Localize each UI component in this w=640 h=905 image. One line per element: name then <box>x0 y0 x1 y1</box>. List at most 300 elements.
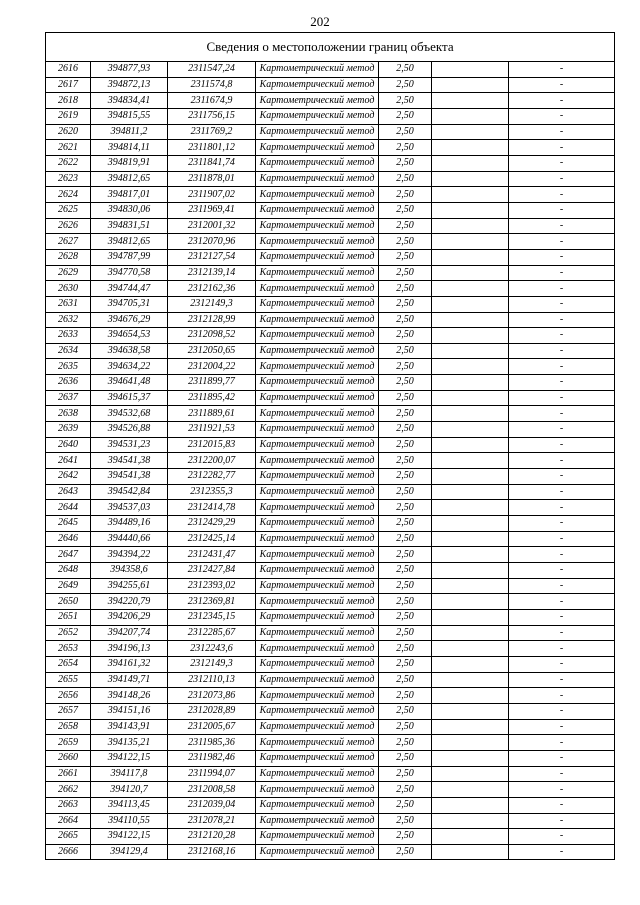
table-row <box>46 766 615 782</box>
table-row <box>46 140 615 156</box>
dash-cell: - <box>509 390 615 406</box>
y-coordinate-cell: 2312427,84 <box>168 563 256 579</box>
y-coordinate-cell: 2311985,36 <box>168 735 256 751</box>
description-cell <box>432 500 509 516</box>
x-coordinate-cell: 394135,21 <box>91 735 168 751</box>
dash-cell: - <box>509 453 615 469</box>
method-cell: Картометрический метод <box>256 140 379 156</box>
point-number-cell: 2661 <box>46 766 91 782</box>
dash-cell: - <box>509 844 615 860</box>
accuracy-cell: 2,50 <box>379 656 432 672</box>
accuracy-cell: 2,50 <box>379 265 432 281</box>
point-number-cell: 2629 <box>46 265 91 281</box>
y-coordinate-cell: 2312128,99 <box>168 312 256 328</box>
description-cell <box>432 782 509 798</box>
x-coordinate-cell: 394394,22 <box>91 547 168 563</box>
method-cell: Картометрический метод <box>256 93 379 109</box>
description-cell <box>432 547 509 563</box>
dash-cell: - <box>509 422 615 438</box>
point-number-cell: 2659 <box>46 735 91 751</box>
y-coordinate-cell: 2312282,77 <box>168 469 256 485</box>
dash-cell: - <box>509 672 615 688</box>
x-coordinate-cell: 394151,16 <box>91 703 168 719</box>
point-number-cell: 2639 <box>46 422 91 438</box>
y-coordinate-cell: 2312425,14 <box>168 531 256 547</box>
y-coordinate-cell: 2312162,36 <box>168 281 256 297</box>
description-cell <box>432 672 509 688</box>
table-row <box>46 719 615 735</box>
y-coordinate-cell: 2312005,67 <box>168 719 256 735</box>
point-number-cell: 2654 <box>46 656 91 672</box>
description-cell <box>432 516 509 532</box>
description-cell <box>432 703 509 719</box>
table-row <box>46 500 615 516</box>
accuracy-cell: 2,50 <box>379 688 432 704</box>
description-cell <box>432 375 509 391</box>
table-row <box>46 296 615 312</box>
accuracy-cell: 2,50 <box>379 484 432 500</box>
method-cell: Картометрический метод <box>256 155 379 171</box>
table-row <box>46 171 615 187</box>
description-cell <box>432 594 509 610</box>
point-number-cell: 2647 <box>46 547 91 563</box>
x-coordinate-cell: 394541,38 <box>91 469 168 485</box>
point-number-cell: 2617 <box>46 77 91 93</box>
y-coordinate-cell: 2312039,04 <box>168 797 256 813</box>
y-coordinate-cell: 2312008,58 <box>168 782 256 798</box>
accuracy-cell: 2,50 <box>379 296 432 312</box>
y-coordinate-cell: 2311895,42 <box>168 390 256 406</box>
method-cell: Картометрический метод <box>256 484 379 500</box>
table-row <box>46 437 615 453</box>
x-coordinate-cell: 394149,71 <box>91 672 168 688</box>
table-row <box>46 93 615 109</box>
accuracy-cell: 2,50 <box>379 108 432 124</box>
point-number-cell: 2623 <box>46 171 91 187</box>
accuracy-cell: 2,50 <box>379 609 432 625</box>
x-coordinate-cell: 394676,29 <box>91 312 168 328</box>
y-coordinate-cell: 2312127,54 <box>168 249 256 265</box>
point-number-cell: 2638 <box>46 406 91 422</box>
dash-cell: - <box>509 625 615 641</box>
dash-cell: - <box>509 77 615 93</box>
method-cell: Картометрический метод <box>256 171 379 187</box>
point-number-cell: 2628 <box>46 249 91 265</box>
method-cell: Картометрический метод <box>256 703 379 719</box>
point-number-cell: 2637 <box>46 390 91 406</box>
description-cell <box>432 234 509 250</box>
y-coordinate-cell: 2311899,77 <box>168 375 256 391</box>
dash-cell: - <box>509 281 615 297</box>
accuracy-cell: 2,50 <box>379 578 432 594</box>
accuracy-cell: 2,50 <box>379 343 432 359</box>
method-cell: Картометрический метод <box>256 672 379 688</box>
accuracy-cell: 2,50 <box>379 171 432 187</box>
method-cell: Картометрический метод <box>256 453 379 469</box>
method-cell: Картометрический метод <box>256 688 379 704</box>
dash-cell: - <box>509 531 615 547</box>
point-number-cell: 2621 <box>46 140 91 156</box>
description-cell <box>432 77 509 93</box>
accuracy-cell: 2,50 <box>379 62 432 78</box>
accuracy-cell: 2,50 <box>379 829 432 845</box>
description-cell <box>432 359 509 375</box>
point-number-cell: 2619 <box>46 108 91 124</box>
dash-cell: - <box>509 437 615 453</box>
accuracy-cell: 2,50 <box>379 422 432 438</box>
point-number-cell: 2652 <box>46 625 91 641</box>
description-cell <box>432 735 509 751</box>
dash-cell: - <box>509 500 615 516</box>
description-cell <box>432 249 509 265</box>
x-coordinate-cell: 394638,58 <box>91 343 168 359</box>
method-cell: Картометрический метод <box>256 547 379 563</box>
accuracy-cell: 2,50 <box>379 155 432 171</box>
x-coordinate-cell: 394744,47 <box>91 281 168 297</box>
y-coordinate-cell: 2312149,3 <box>168 296 256 312</box>
table-row <box>46 782 615 798</box>
accuracy-cell: 2,50 <box>379 281 432 297</box>
dash-cell: - <box>509 187 615 203</box>
table-row <box>46 625 615 641</box>
dash-cell: - <box>509 813 615 829</box>
point-number-cell: 2653 <box>46 641 91 657</box>
page-number: 202 <box>310 14 330 29</box>
x-coordinate-cell: 394120,7 <box>91 782 168 798</box>
x-coordinate-cell: 394541,38 <box>91 453 168 469</box>
x-coordinate-cell: 394812,65 <box>91 234 168 250</box>
y-coordinate-cell: 2312168,16 <box>168 844 256 860</box>
y-coordinate-cell: 2311889,61 <box>168 406 256 422</box>
point-number-cell: 2663 <box>46 797 91 813</box>
accuracy-cell: 2,50 <box>379 516 432 532</box>
boundary-coordinates-table <box>45 32 615 860</box>
dash-cell: - <box>509 547 615 563</box>
description-cell <box>432 93 509 109</box>
description-cell <box>432 813 509 829</box>
description-cell <box>432 296 509 312</box>
x-coordinate-cell: 394207,74 <box>91 625 168 641</box>
table-row <box>46 77 615 93</box>
point-number-cell: 2649 <box>46 578 91 594</box>
method-cell: Картометрический метод <box>256 813 379 829</box>
x-coordinate-cell: 394634,22 <box>91 359 168 375</box>
method-cell: Картометрический метод <box>256 312 379 328</box>
dash-cell: - <box>509 202 615 218</box>
point-number-cell: 2631 <box>46 296 91 312</box>
table-row <box>46 797 615 813</box>
dash-cell: - <box>509 516 615 532</box>
y-coordinate-cell: 2312110,13 <box>168 672 256 688</box>
point-number-cell: 2622 <box>46 155 91 171</box>
method-cell: Картометрический метод <box>256 202 379 218</box>
dash-cell: - <box>509 609 615 625</box>
accuracy-cell: 2,50 <box>379 406 432 422</box>
x-coordinate-cell: 394122,15 <box>91 750 168 766</box>
method-cell: Картометрический метод <box>256 187 379 203</box>
point-number-cell: 2636 <box>46 375 91 391</box>
y-coordinate-cell: 2312004,22 <box>168 359 256 375</box>
method-cell: Картометрический метод <box>256 375 379 391</box>
point-number-cell: 2641 <box>46 453 91 469</box>
table-title: Сведения о местоположении границ объекта <box>46 33 615 62</box>
description-cell <box>432 171 509 187</box>
point-number-cell: 2648 <box>46 563 91 579</box>
y-coordinate-cell: 2312414,78 <box>168 500 256 516</box>
y-coordinate-cell: 2312393,02 <box>168 578 256 594</box>
y-coordinate-cell: 2311574,8 <box>168 77 256 93</box>
table-row <box>46 672 615 688</box>
table-row <box>46 249 615 265</box>
y-coordinate-cell: 2311921,53 <box>168 422 256 438</box>
accuracy-cell: 2,50 <box>379 187 432 203</box>
method-cell: Картометрический метод <box>256 719 379 735</box>
table-row <box>46 547 615 563</box>
method-cell: Картометрический метод <box>256 625 379 641</box>
description-cell <box>432 187 509 203</box>
x-coordinate-cell: 394220,79 <box>91 594 168 610</box>
description-cell <box>432 641 509 657</box>
x-coordinate-cell: 394537,03 <box>91 500 168 516</box>
method-cell: Картометрический метод <box>256 469 379 485</box>
method-cell: Картометрический метод <box>256 62 379 78</box>
table-row <box>46 312 615 328</box>
x-coordinate-cell: 394812,65 <box>91 171 168 187</box>
dash-cell: - <box>509 735 615 751</box>
y-coordinate-cell: 2311994,07 <box>168 766 256 782</box>
dash-cell: - <box>509 594 615 610</box>
method-cell: Картометрический метод <box>256 218 379 234</box>
accuracy-cell: 2,50 <box>379 390 432 406</box>
x-coordinate-cell: 394834,41 <box>91 93 168 109</box>
table-row <box>46 656 615 672</box>
accuracy-cell: 2,50 <box>379 312 432 328</box>
method-cell: Картометрический метод <box>256 782 379 798</box>
point-number-cell: 2632 <box>46 312 91 328</box>
description-cell <box>432 202 509 218</box>
table-row <box>46 406 615 422</box>
table-row <box>46 62 615 78</box>
table-row <box>46 108 615 124</box>
y-coordinate-cell: 2312070,96 <box>168 234 256 250</box>
dash-cell: - <box>509 312 615 328</box>
y-coordinate-cell: 2311801,12 <box>168 140 256 156</box>
table-row <box>46 813 615 829</box>
y-coordinate-cell: 2312429,29 <box>168 516 256 532</box>
dash-cell: - <box>509 155 615 171</box>
point-number-cell: 2626 <box>46 218 91 234</box>
point-number-cell: 2620 <box>46 124 91 140</box>
x-coordinate-cell: 394143,91 <box>91 719 168 735</box>
description-cell <box>432 453 509 469</box>
accuracy-cell: 2,50 <box>379 202 432 218</box>
point-number-cell: 2635 <box>46 359 91 375</box>
description-cell <box>432 155 509 171</box>
dash-cell: - <box>509 265 615 281</box>
description-cell <box>432 688 509 704</box>
point-number-cell: 2618 <box>46 93 91 109</box>
y-coordinate-cell: 2311756,15 <box>168 108 256 124</box>
y-coordinate-cell: 2311907,02 <box>168 187 256 203</box>
method-cell: Картометрический метод <box>256 437 379 453</box>
table-row <box>46 829 615 845</box>
dash-cell: - <box>509 688 615 704</box>
point-number-cell: 2630 <box>46 281 91 297</box>
x-coordinate-cell: 394877,93 <box>91 62 168 78</box>
dash-cell: - <box>509 563 615 579</box>
table-row <box>46 375 615 391</box>
description-cell <box>432 797 509 813</box>
x-coordinate-cell: 394358,6 <box>91 563 168 579</box>
accuracy-cell: 2,50 <box>379 359 432 375</box>
dash-cell: - <box>509 124 615 140</box>
x-coordinate-cell: 394654,53 <box>91 328 168 344</box>
point-number-cell: 2657 <box>46 703 91 719</box>
dash-cell: - <box>509 829 615 845</box>
x-coordinate-cell: 394440,66 <box>91 531 168 547</box>
accuracy-cell: 2,50 <box>379 218 432 234</box>
accuracy-cell: 2,50 <box>379 750 432 766</box>
accuracy-cell: 2,50 <box>379 500 432 516</box>
accuracy-cell: 2,50 <box>379 563 432 579</box>
table-row <box>46 155 615 171</box>
method-cell: Картометрический метод <box>256 124 379 140</box>
table-row <box>46 343 615 359</box>
method-cell: Картометрический метод <box>256 609 379 625</box>
table-row <box>46 281 615 297</box>
description-cell <box>432 563 509 579</box>
dash-cell: - <box>509 218 615 234</box>
x-coordinate-cell: 394110,55 <box>91 813 168 829</box>
accuracy-cell: 2,50 <box>379 672 432 688</box>
description-cell <box>432 437 509 453</box>
method-cell: Картометрический метод <box>256 656 379 672</box>
accuracy-cell: 2,50 <box>379 249 432 265</box>
table-row <box>46 735 615 751</box>
dash-cell: - <box>509 797 615 813</box>
description-cell <box>432 62 509 78</box>
dash-cell: - <box>509 703 615 719</box>
x-coordinate-cell: 394819,91 <box>91 155 168 171</box>
accuracy-cell: 2,50 <box>379 469 432 485</box>
table-row <box>46 563 615 579</box>
table-row <box>46 265 615 281</box>
accuracy-cell: 2,50 <box>379 719 432 735</box>
x-coordinate-cell: 394615,37 <box>91 390 168 406</box>
point-number-cell: 2660 <box>46 750 91 766</box>
accuracy-cell: 2,50 <box>379 453 432 469</box>
table-row <box>46 609 615 625</box>
table-row <box>46 359 615 375</box>
table-row <box>46 187 615 203</box>
table-row <box>46 703 615 719</box>
description-cell <box>432 422 509 438</box>
accuracy-cell: 2,50 <box>379 594 432 610</box>
x-coordinate-cell: 394489,16 <box>91 516 168 532</box>
x-coordinate-cell: 394206,29 <box>91 609 168 625</box>
point-number-cell: 2634 <box>46 343 91 359</box>
y-coordinate-cell: 2312073,86 <box>168 688 256 704</box>
dash-cell: - <box>509 343 615 359</box>
y-coordinate-cell: 2312028,89 <box>168 703 256 719</box>
description-cell <box>432 281 509 297</box>
x-coordinate-cell: 394113,45 <box>91 797 168 813</box>
table-row <box>46 594 615 610</box>
point-number-cell: 2625 <box>46 202 91 218</box>
point-number-cell: 2666 <box>46 844 91 860</box>
method-cell: Картометрический метод <box>256 359 379 375</box>
table-title-row <box>46 33 615 62</box>
method-cell: Картометрический метод <box>256 766 379 782</box>
point-number-cell: 2627 <box>46 234 91 250</box>
dash-cell: - <box>509 93 615 109</box>
dash-cell: - <box>509 766 615 782</box>
y-coordinate-cell: 2312098,52 <box>168 328 256 344</box>
dash-cell: - <box>509 782 615 798</box>
dash-cell: - <box>509 140 615 156</box>
x-coordinate-cell: 394531,23 <box>91 437 168 453</box>
method-cell: Картометрический метод <box>256 735 379 751</box>
table-row <box>46 688 615 704</box>
point-number-cell: 2664 <box>46 813 91 829</box>
description-cell <box>432 108 509 124</box>
y-coordinate-cell: 2312149,3 <box>168 656 256 672</box>
accuracy-cell: 2,50 <box>379 797 432 813</box>
description-cell <box>432 766 509 782</box>
accuracy-cell: 2,50 <box>379 531 432 547</box>
method-cell: Картометрический метод <box>256 296 379 312</box>
x-coordinate-cell: 394641,48 <box>91 375 168 391</box>
y-coordinate-cell: 2311982,46 <box>168 750 256 766</box>
dash-cell: - <box>509 469 615 485</box>
point-number-cell: 2665 <box>46 829 91 845</box>
y-coordinate-cell: 2311674,9 <box>168 93 256 109</box>
description-cell <box>432 531 509 547</box>
description-cell <box>432 265 509 281</box>
dash-cell: - <box>509 484 615 500</box>
dash-cell: - <box>509 328 615 344</box>
table-row <box>46 641 615 657</box>
description-cell <box>432 390 509 406</box>
x-coordinate-cell: 394811,2 <box>91 124 168 140</box>
method-cell: Картометрический метод <box>256 249 379 265</box>
point-number-cell: 2640 <box>46 437 91 453</box>
x-coordinate-cell: 394532,68 <box>91 406 168 422</box>
x-coordinate-cell: 394872,13 <box>91 77 168 93</box>
table-row <box>46 202 615 218</box>
accuracy-cell: 2,50 <box>379 844 432 860</box>
point-number-cell: 2656 <box>46 688 91 704</box>
table-row <box>46 234 615 250</box>
accuracy-cell: 2,50 <box>379 93 432 109</box>
table-row <box>46 422 615 438</box>
point-number-cell: 2650 <box>46 594 91 610</box>
y-coordinate-cell: 2312243,6 <box>168 641 256 657</box>
method-cell: Картометрический метод <box>256 234 379 250</box>
accuracy-cell: 2,50 <box>379 766 432 782</box>
description-cell <box>432 469 509 485</box>
method-cell: Картометрический метод <box>256 422 379 438</box>
x-coordinate-cell: 394542,84 <box>91 484 168 500</box>
y-coordinate-cell: 2311969,41 <box>168 202 256 218</box>
point-number-cell: 2658 <box>46 719 91 735</box>
x-coordinate-cell: 394787,99 <box>91 249 168 265</box>
accuracy-cell: 2,50 <box>379 703 432 719</box>
description-cell <box>432 844 509 860</box>
accuracy-cell: 2,50 <box>379 813 432 829</box>
dash-cell: - <box>509 234 615 250</box>
table-row <box>46 124 615 140</box>
